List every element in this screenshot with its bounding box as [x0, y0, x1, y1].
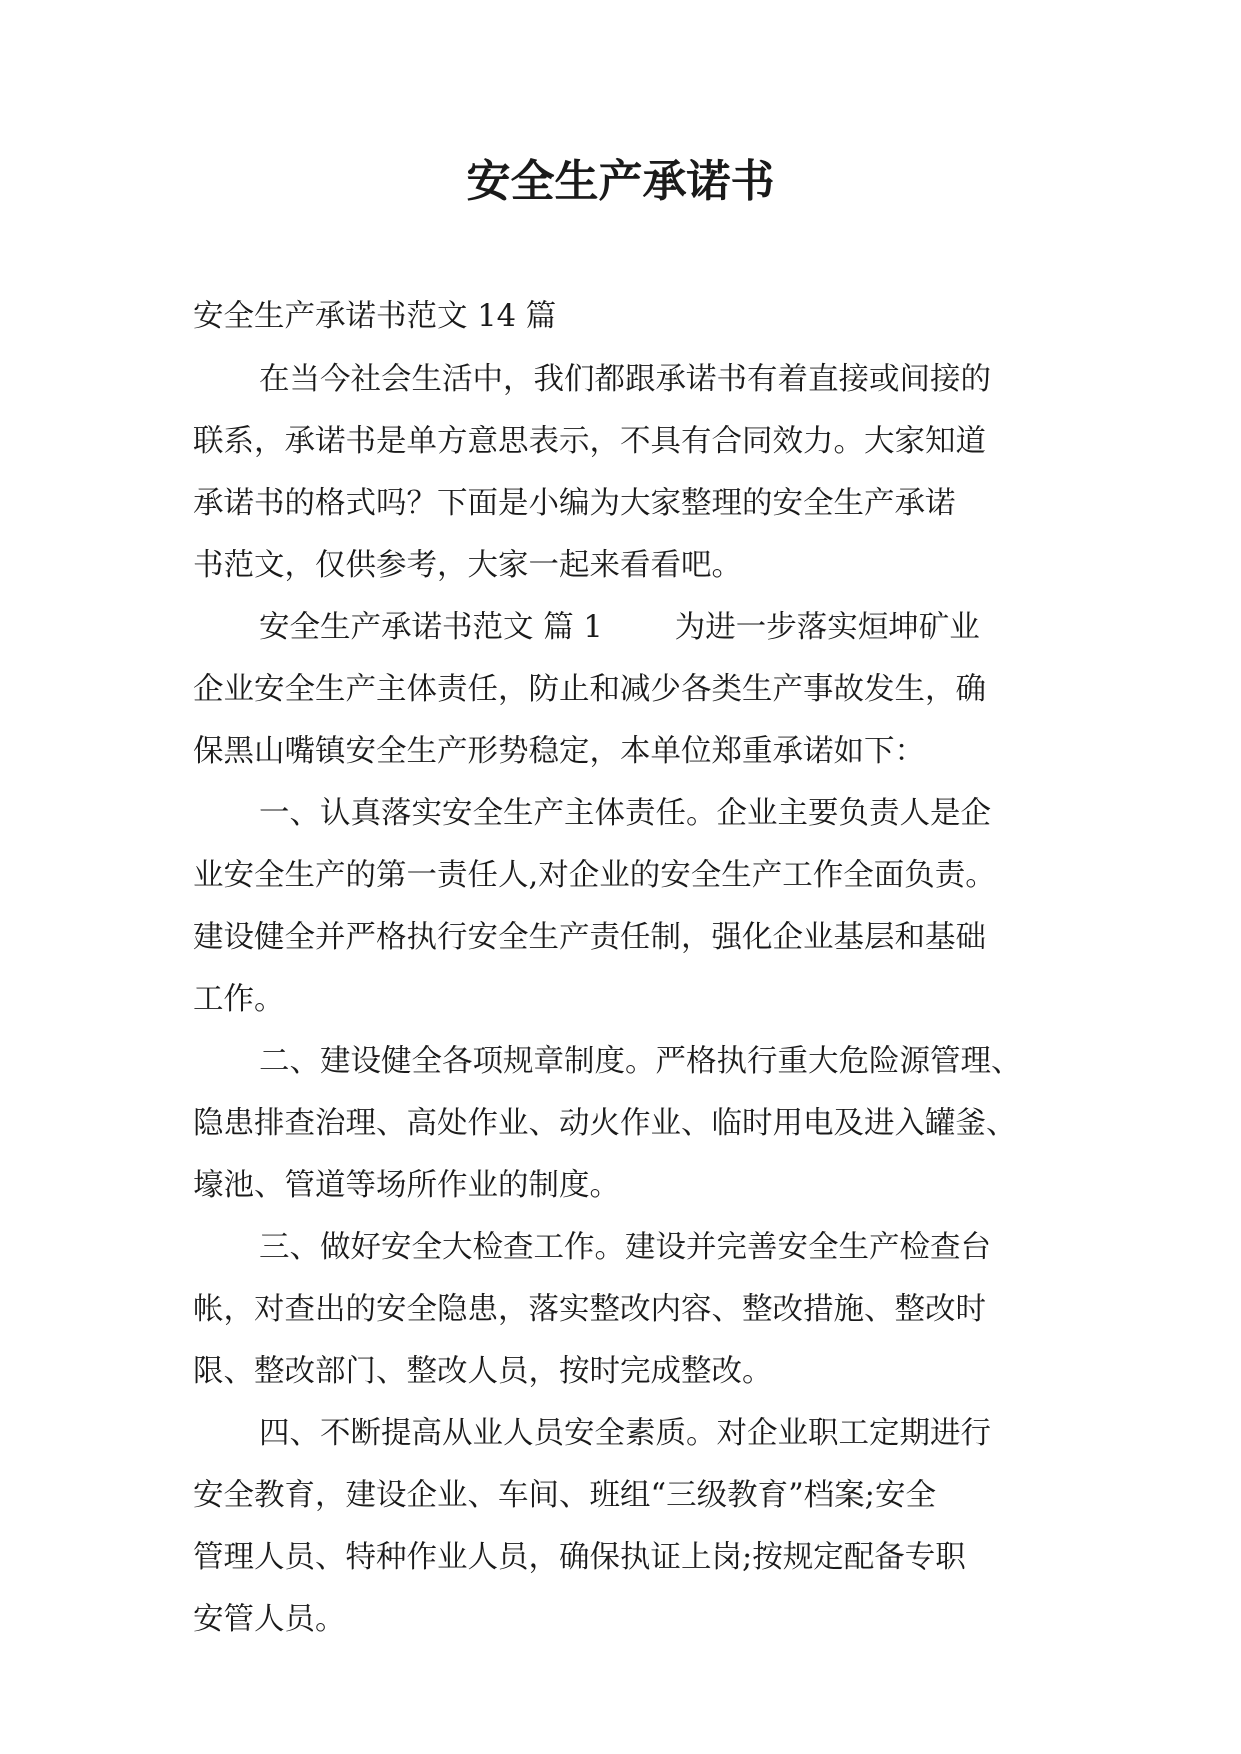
- text-line: 联系，承诺书是单方意思表示，不具有合同效力。大家知道: [193, 424, 986, 459]
- text-line: 管理人员、特种作业人员，确保执证上岗;按规定配备专职: [193, 1540, 966, 1575]
- text-line: 三、做好安全大检查工作。建设并完善安全生产检查台: [259, 1230, 991, 1265]
- item-3-paragraph: [193, 1217, 1058, 1403]
- section-1-first-line: [193, 597, 1058, 659]
- text-line: 安管人员。: [193, 1602, 346, 1637]
- text-line: 帐，对查出的安全隐患，落实整改内容、整改措施、整改时: [193, 1292, 986, 1327]
- text-line: 一、认真落实安全生产主体责任。企业主要负责人是企: [259, 796, 991, 831]
- text-line: 保黑山嘴镇安全生产形势稳定，本单位郑重承诺如下：: [193, 734, 925, 769]
- section-1-paragraph: [193, 597, 1058, 783]
- document-title: 安全生产承诺书: [466, 156, 775, 207]
- text-line: 建设健全并严格执行安全生产责任制，强化企业基层和基础: [193, 920, 986, 955]
- document-subtitle: 安全生产承诺书范文 14 篇: [193, 299, 557, 334]
- item-1-paragraph: [193, 783, 1058, 1031]
- text-line: 二、建设健全各项规章制度。严格执行重大危险源管理、: [259, 1044, 1022, 1079]
- text-line: 隐患排查治理、高处作业、动火作业、临时用电及进入罐釜、: [193, 1106, 1017, 1141]
- text-line: 承诺书的格式吗？下面是小编为大家整理的安全生产承诺: [193, 486, 956, 521]
- text-line: 在当今社会生活中，我们都跟承诺书有着直接或间接的: [259, 362, 991, 397]
- text-line: 安全教育，建设企业、车间、班组“三级教育”档案;安全: [193, 1478, 936, 1513]
- section-1-heading: 安全生产承诺书范文 篇 1: [259, 610, 603, 645]
- section-1-first-line-text: 为进一步落实烜坤矿业: [674, 610, 980, 645]
- text-line: 四、不断提高从业人员安全素质。对企业职工定期进行: [259, 1416, 991, 1451]
- text-line: 书范文，仅供参考，大家一起来看看吧。: [193, 548, 742, 583]
- item-4-paragraph: [193, 1403, 1058, 1651]
- item-2-paragraph: [193, 1031, 1058, 1217]
- text-line: 业安全生产的第一责任人,对企业的安全生产工作全面负责。: [193, 858, 996, 893]
- text-line: 限、整改部门、整改人员，按时完成整改。: [193, 1354, 773, 1389]
- text-line: 工作。: [193, 982, 285, 1017]
- text-line: 企业安全生产主体责任，防止和减少各类生产事故发生，确: [193, 672, 986, 707]
- text-line: 壕池、管道等场所作业的制度。: [193, 1168, 620, 1203]
- document-body: [193, 285, 1058, 1651]
- intro-paragraph: [193, 349, 1058, 597]
